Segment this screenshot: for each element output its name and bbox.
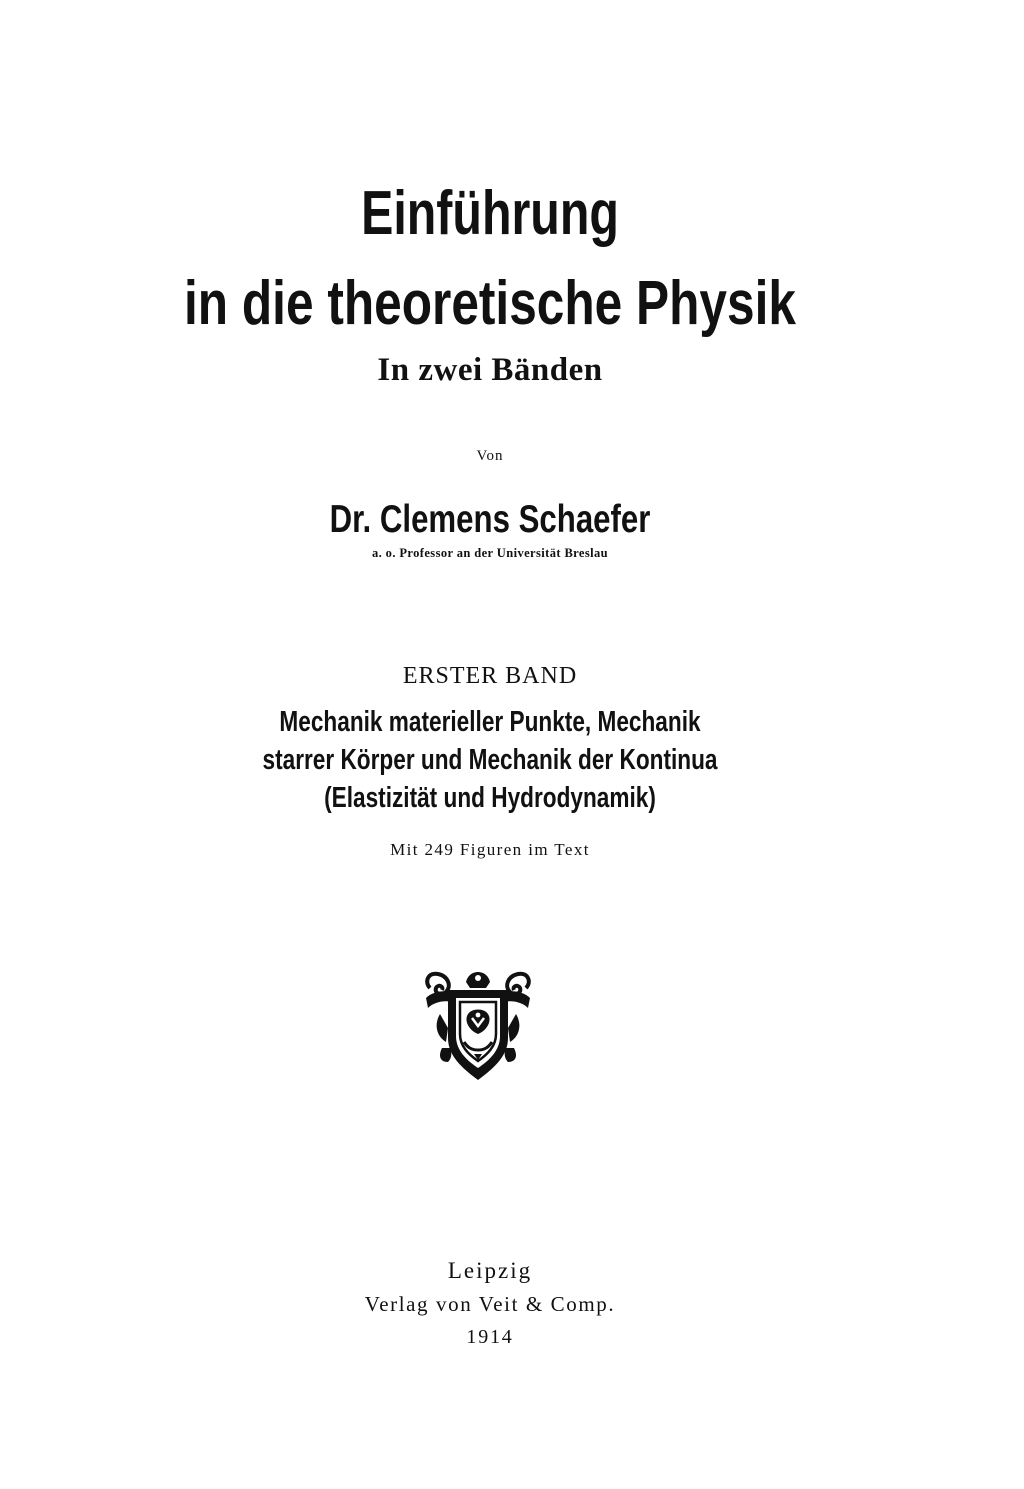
figures-note: Mit 249 Figuren im Text — [390, 840, 590, 859]
author-position: a. o. Professor an der Universität Breslau — [371, 546, 608, 560]
publication-place: Leipzig — [447, 1258, 533, 1283]
title-line-2: in die theoretische Physik — [184, 269, 796, 338]
volume-description-line-2: starrer Körper und Mechanik der Kontinua — [262, 744, 718, 776]
author-name: Dr. Clemens Schaefer — [329, 498, 651, 541]
publisher-name: Verlag von Veit & Comp. — [364, 1292, 616, 1316]
title-line-1: Einführung — [361, 179, 619, 248]
subtitle: In zwei Bänden — [377, 352, 603, 388]
volume-label: ERSTER BAND — [402, 663, 578, 689]
by-word: Von — [476, 448, 504, 464]
volume-description-line-1: Mechanik materieller Punkte, Mechanik — [279, 706, 701, 738]
publication-year: 1914 — [466, 1326, 514, 1348]
volume-description-line-3: (Elastizität und Hydrodynamik) — [324, 782, 656, 814]
publisher-crest-icon — [422, 968, 534, 1086]
